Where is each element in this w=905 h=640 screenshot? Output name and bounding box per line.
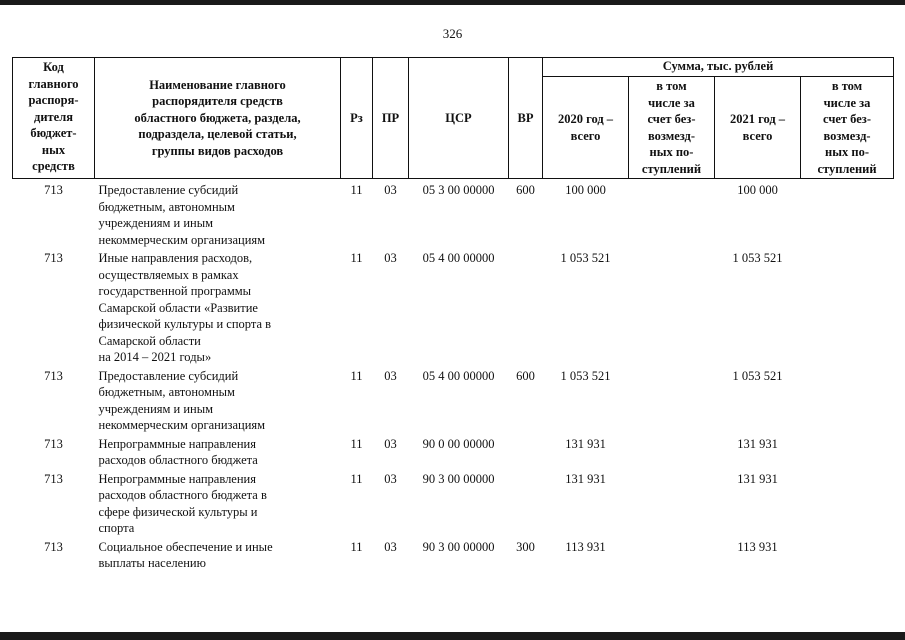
cell-sum-2021: 131 931 [737, 436, 778, 451]
page-number: 326 [442, 26, 463, 41]
header-2020-total [543, 77, 629, 179]
cell-name: Непрограммные направления расходов областного бюджета в сфере физической культуры и спорта [98, 471, 267, 535]
cell-incl-2021 [801, 368, 894, 436]
cell-name: Предоставление субсидий бюджетным, автономным учреждениям и иным некоммерческим организациям [98, 368, 266, 432]
header-2020-incl [629, 77, 715, 179]
cell-pr: 03 [384, 183, 397, 197]
header-rz: Рз [341, 58, 373, 179]
cell-rz: 11 [350, 539, 363, 554]
cell-pr: 03 [384, 471, 397, 486]
table-row [13, 250, 894, 368]
cell-incl-2020 [629, 539, 715, 574]
cell-rz: 11 [350, 251, 363, 265]
cell-csr: 05 3 00 00000 [422, 183, 495, 197]
cell-incl-2020 [629, 368, 715, 436]
header-name [95, 58, 341, 179]
cell-sum-2020: 131 931 [565, 436, 606, 451]
cell-sum-2021: 1 053 521 [732, 251, 783, 265]
table-row [13, 471, 894, 539]
cell-incl-2020 [629, 436, 715, 471]
cell-sum-2020: 100 000 [565, 183, 606, 197]
cell-csr: 90 0 00 00000 [422, 436, 495, 451]
cell-csr: 90 3 00 00000 [422, 539, 495, 554]
table-body [13, 179, 894, 574]
header-2021-incl-text: в том числе за счет без- возмезд- ных по- ступлений [817, 79, 877, 176]
bottom-border [0, 632, 905, 640]
cell-rz: 11 [350, 368, 363, 383]
cell-incl-2021 [801, 539, 894, 574]
cell-sum-2020: 131 931 [565, 471, 606, 486]
cell-code: 713 [44, 368, 63, 383]
header-2020-total-text: 2020 год – всего [557, 112, 614, 143]
cell-name: Предоставление субсидий бюджетным, автономным учреждениям и иным некоммерческим организациям [98, 183, 266, 247]
header-vr: ВР [509, 58, 543, 179]
cell-name: Социальное обеспечение и иные выплаты населению [98, 539, 273, 570]
cell-incl-2021 [801, 471, 894, 539]
header-sum: Сумма, тыс. рублей [543, 58, 894, 77]
cell-sum-2020: 113 931 [565, 539, 606, 554]
header-csr: ЦСР [409, 58, 509, 179]
header-code [13, 58, 95, 179]
cell-pr: 03 [384, 251, 397, 265]
header-2020-incl-text: в том числе за счет без- возмезд- ных по- ступлений [641, 79, 702, 176]
cell-vr [509, 436, 543, 471]
cell-code: 713 [44, 436, 63, 451]
cell-csr: 05 4 00 00000 [422, 251, 495, 265]
header-pr: ПР [373, 58, 409, 179]
cell-code: 713 [44, 471, 63, 486]
cell-vr [509, 471, 543, 539]
cell-vr [509, 250, 543, 368]
cell-incl-2021 [801, 179, 894, 251]
cell-rz: 11 [350, 183, 363, 197]
cell-rz: 11 [350, 471, 363, 486]
cell-rz: 11 [350, 436, 363, 451]
cell-name: Непрограммные направления расходов областного бюджета [98, 436, 258, 467]
cell-code: 713 [44, 183, 63, 197]
cell-vr: 300 [516, 539, 535, 554]
cell-name: Иные направления расходов, осуществляемых в рамках государственной программы Самарской области «Развитие физической культуры и спорта в Самарской области на 2014 – 2021 годы» [98, 251, 272, 364]
budget-table [12, 57, 894, 574]
cell-pr: 03 [384, 539, 397, 554]
table-row [13, 436, 894, 471]
cell-incl-2020 [629, 179, 715, 251]
cell-incl-2020 [629, 250, 715, 368]
cell-sum-2020: 1 053 521 [560, 251, 611, 265]
cell-sum-2020: 1 053 521 [560, 368, 611, 383]
header-code-text: Код главного распоря- дителя бюджет- ных средств [28, 60, 79, 173]
cell-incl-2020 [629, 471, 715, 539]
cell-sum-2021: 113 931 [737, 539, 778, 554]
cell-incl-2021 [801, 250, 894, 368]
cell-vr: 600 [516, 368, 535, 383]
cell-sum-2021: 1 053 521 [732, 368, 783, 383]
table-row [13, 179, 894, 251]
cell-sum-2021: 100 000 [737, 183, 778, 197]
table-row [13, 368, 894, 436]
cell-pr: 03 [384, 436, 397, 451]
table-row [13, 539, 894, 574]
cell-code: 713 [44, 539, 63, 554]
header-2021-total [715, 77, 801, 179]
top-border [0, 0, 905, 5]
cell-code: 713 [44, 251, 63, 265]
header-name-text: Наименование главного распорядителя средств областного бюджета, раздела, подраздела, целевой статьи, группы видов расходов [134, 77, 301, 158]
cell-sum-2021: 131 931 [737, 471, 778, 486]
cell-vr: 600 [516, 183, 535, 197]
cell-csr: 90 3 00 00000 [422, 471, 495, 486]
header-2021-incl [801, 77, 894, 179]
cell-incl-2021 [801, 436, 894, 471]
cell-pr: 03 [384, 368, 397, 383]
cell-csr: 05 4 00 00000 [422, 368, 495, 383]
table-header [13, 58, 894, 179]
header-2021-total-text: 2021 год – всего [729, 112, 786, 143]
